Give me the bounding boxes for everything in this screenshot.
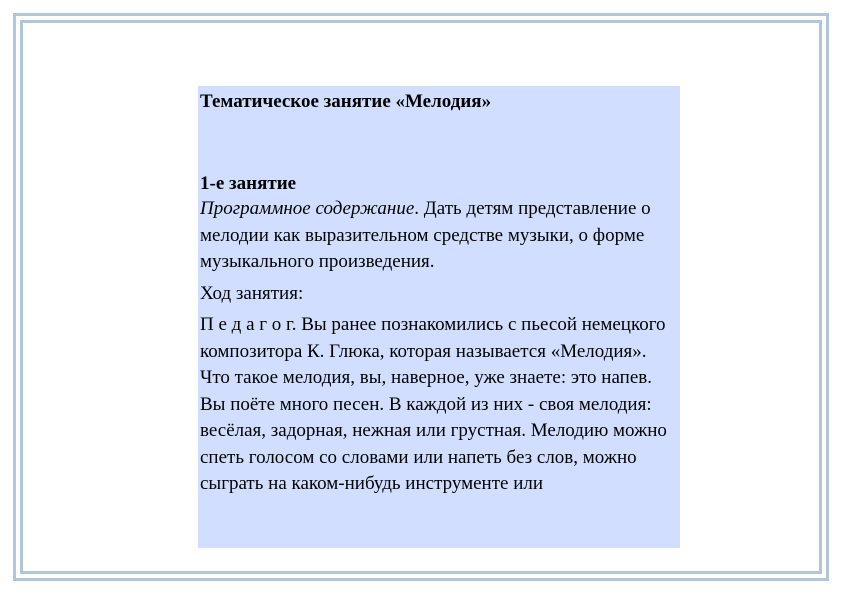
teacher-paragraph: П е д а г о г. Вы ранее познакомились с пьесой немецкого композитора К. Глюка, которая называется «Мелодия». Что такое мелодия, вы, наверное, уже знаете: это напев. Вы поёте много песен. В каждой из них - своя мелодия: весёлая, задорная, нежная или грустная. Мелодию можно спеть голосом со словами или напеть без слов, можно сыграть на каком-нибудь инструменте или [200,314,667,494]
program-text: . Дать детям представление о мелодии как выразительном средстве музыки, о форме музыкального произведения. [200,198,651,272]
course-label: Ход занятия: [200,282,304,304]
document-title: Тематическое занятие «Мелодия» [200,91,492,112]
title-spacer [200,114,680,172]
program-paragraph [200,196,680,276]
lesson-text-block [198,86,680,548]
lesson-heading: 1-е занятие [200,173,297,194]
program-label: Программное содержание [200,198,415,219]
